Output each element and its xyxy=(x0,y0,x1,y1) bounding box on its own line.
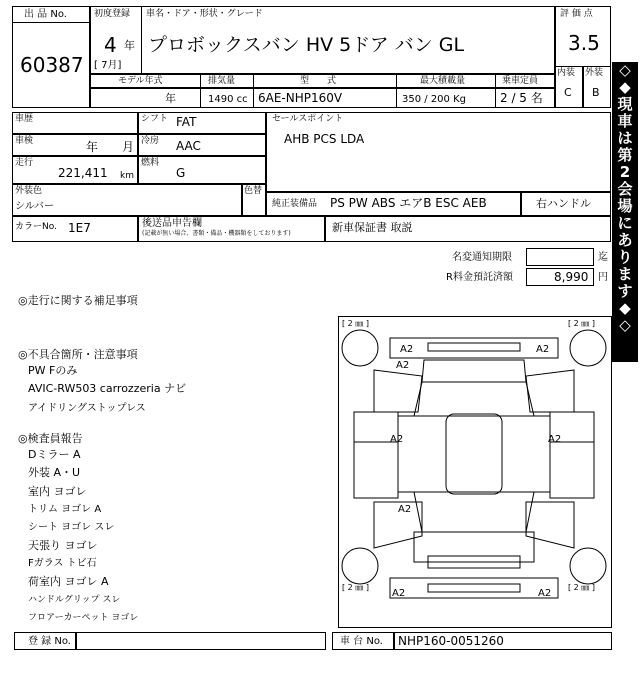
grade-label: 評 価 点 xyxy=(560,9,593,19)
sales-point-label: セールスポイント xyxy=(272,114,344,124)
damage-mark: A2 xyxy=(536,344,550,355)
recycle: 8,990 xyxy=(554,270,589,284)
chassis-number: NHP160-0051260 xyxy=(398,634,504,648)
inspection-label: 車検 xyxy=(15,136,34,146)
defect-item: アイドリングストップレス xyxy=(28,403,146,414)
color-no-label: カラーNo. xyxy=(15,222,57,232)
grade-score: 3.5 xyxy=(568,31,600,55)
inspector-item: 外装 A・U xyxy=(28,466,81,479)
fuel-label: 燃料 xyxy=(141,158,160,168)
mileage-unit: km xyxy=(120,171,134,181)
capacity-label: 乗車定員 xyxy=(502,76,539,86)
exterior-grade: B xyxy=(592,86,600,99)
first-reg-year-unit: 年 xyxy=(124,39,135,52)
defect-item: PW Fのみ xyxy=(28,364,78,377)
capacity: 2 / 5 名 xyxy=(500,91,543,105)
first-reg-month: [ 7月] xyxy=(94,60,122,71)
damage-mark: A2 xyxy=(390,434,404,445)
inspector-item: ハンドルグリップ スレ xyxy=(28,595,121,605)
chassis-label: 車 台 No. xyxy=(340,636,383,647)
inspection-year-unit: 年 xyxy=(86,140,99,154)
exterior-label: 外装 xyxy=(585,68,604,78)
fuel: G xyxy=(176,166,186,180)
name-change-suffix: 迄 xyxy=(598,252,608,263)
aircon-label: 冷房 xyxy=(141,136,160,146)
inspector-item: 室内 ヨゴレ xyxy=(28,485,87,498)
model-code: 6AE-NHP160V xyxy=(258,91,343,105)
aftermarket-note: (記載が無い場合、書類・備品・機器類をしております) xyxy=(142,230,291,237)
inspector-item: 天張り ヨゴレ xyxy=(28,539,98,552)
shift-label: シフト xyxy=(141,114,169,124)
model-year-label: モデル年式 xyxy=(118,76,163,86)
damage-mark: A2 xyxy=(538,588,552,599)
inspector-item: フロアーカーペット ヨゴレ xyxy=(28,613,139,623)
sales-point: AHB PCS LDA xyxy=(284,132,365,146)
recycle-suffix: 円 xyxy=(598,272,608,283)
mileage-label: 走行 xyxy=(15,158,34,168)
tire-bl-depth: [ 2 ㎜ ] xyxy=(342,583,369,592)
driving-title: ◎走行に関する補足事項 xyxy=(18,294,138,307)
equipment-label: 純正装備品 xyxy=(272,199,318,209)
tire-tr-depth: [ 2 ㎜ ] xyxy=(568,319,595,328)
interior-grade: C xyxy=(564,86,572,99)
damage-mark: A2 xyxy=(548,434,562,445)
color-change-label: 色替 xyxy=(244,186,263,196)
damage-mark: A2 xyxy=(398,504,412,515)
side-banner: ◇ ◆ 現 車 は 第 2 会 場 に あ り ま す ◆ ◇ xyxy=(612,62,638,362)
lot-number: 60387 xyxy=(20,53,84,77)
mileage: 221,411 xyxy=(58,166,108,180)
interior-label: 内装 xyxy=(557,68,576,78)
registration-value-box xyxy=(76,632,326,650)
first-reg-label: 初度登録 xyxy=(94,9,131,19)
max-load-label: 最大積載量 xyxy=(420,76,466,86)
inspector-item: Dミラー A xyxy=(28,448,81,461)
damage-diagram xyxy=(338,316,612,628)
inspector-item: 荷室内 ヨゴレ A xyxy=(28,575,109,588)
inspector-item: シート ヨゴレ スレ xyxy=(28,522,115,533)
registration-label: 登 録 No. xyxy=(28,636,71,647)
damage-mark: A2 xyxy=(400,344,414,355)
model-label: 型 式 xyxy=(300,76,337,86)
ext-color: シルバー xyxy=(15,201,55,212)
shift: FAT xyxy=(176,115,197,129)
defects-title: ◎不具合箇所・注意事項 xyxy=(18,348,138,361)
inspector-item: Fガラス トビ石 xyxy=(28,558,97,569)
handle: 右ハンドル xyxy=(536,197,591,210)
damage-mark: A2 xyxy=(392,588,406,599)
inspector-title: ◎検査員報告 xyxy=(18,432,83,445)
aircon: AAC xyxy=(176,139,201,153)
first-reg-year: 4 xyxy=(104,33,117,57)
inspector-item: トリム ヨゴレ A xyxy=(28,504,102,515)
equipment: PS PW ABS エアB ESC AEB xyxy=(330,196,487,210)
history-label: 車歴 xyxy=(15,114,34,124)
damage-mark: A2 xyxy=(396,360,410,371)
car-name: プロボックスバン HV 5ドア バン GL xyxy=(148,34,465,56)
tire-tl-depth: [ 2 ㎜ ] xyxy=(342,319,369,328)
car-name-label: 車名・ドア・形状・グレード xyxy=(146,9,263,19)
displacement-label: 排気量 xyxy=(208,76,236,86)
recycle-label: R料金預託済額 xyxy=(446,272,513,283)
max-load: 350 / 200 Kg xyxy=(402,94,466,105)
displacement: 1490 cc xyxy=(208,94,248,105)
inspection-month-unit: 月 xyxy=(122,140,135,154)
aftermarket: 新車保証書 取説 xyxy=(332,221,413,234)
name-change-label: 名変通知期限 xyxy=(452,252,512,263)
name-change-box xyxy=(526,248,594,266)
model-year-unit: 年 xyxy=(165,92,176,105)
ext-color-label: 外装色 xyxy=(15,186,43,196)
tire-br-depth: [ 2 ㎜ ] xyxy=(568,583,595,592)
color-no: 1E7 xyxy=(68,221,91,235)
defect-item: AVIC-RW503 carrozzeria ナビ xyxy=(28,382,187,395)
aftermarket-label: 後送品申告欄 xyxy=(142,218,202,229)
lot-label: 出 品 No. xyxy=(24,9,67,20)
